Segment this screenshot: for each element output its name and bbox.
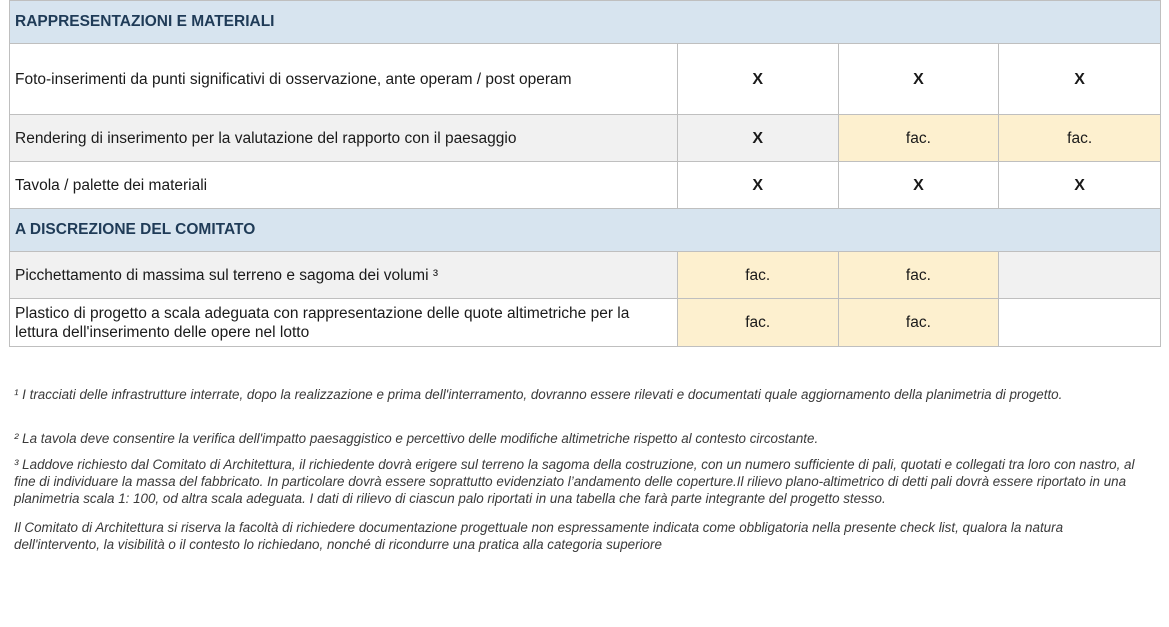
- section-header-comitato: [9, 209, 1161, 252]
- footnote-3: ³ Laddove richiesto dal Comitato di Architettura, il richiedente dovrà erigere sul terreno la sagoma della costruzione, con un numero sufficiente di pali, quotati e collegati tra loro con nastro, al fine di individuare la massa del fabbricato. In particolare dovrà essere soprattutto evidenziato l’andamento delle coperture.Il rilievo plano-altimetrico di detti pali dovrà essere riportato in una planimetria scala 1: 100, od altra scala adeguata. I dati di rilievo di ciascun palo riportati in una tabella che farà parte integrante del progetto stesso.: [14, 457, 1135, 506]
- empty-cell: [999, 299, 1160, 346]
- table-row: [9, 115, 1161, 162]
- table-row: [9, 162, 1161, 209]
- row-label: Picchettamento di massima sul terreno e sagoma dei volumi ³: [10, 252, 678, 298]
- mark-cell: X: [678, 44, 839, 114]
- mark-cell: X: [839, 162, 1000, 208]
- row-label: Foto-inserimenti da punti significativi di osservazione, ante operam / post operam: [10, 44, 678, 114]
- mark-cell: X: [839, 44, 1000, 114]
- optional-cell: fac.: [999, 115, 1160, 161]
- table-row: [9, 299, 1161, 347]
- optional-cell: fac.: [839, 115, 1000, 161]
- optional-cell: fac.: [678, 299, 839, 346]
- section-header-rappresentazioni: [9, 0, 1161, 44]
- row-label: Tavola / palette dei materiali: [10, 162, 678, 208]
- footnotes: [14, 386, 1149, 553]
- footnote-1: ¹ I tracciati delle infrastrutture interrate, dopo la realizzazione e prima dell'interramento, dovranno essere rilevati e documentati quale aggiornamento della planimetria di progetto.: [14, 387, 1063, 402]
- row-label: Rendering di inserimento per la valutazione del rapporto con il paesaggio: [10, 115, 678, 161]
- section-title: RAPPRESENTAZIONI E MATERIALI: [15, 13, 275, 30]
- mark-cell: X: [678, 162, 839, 208]
- optional-cell: fac.: [839, 299, 1000, 346]
- closing-note: Il Comitato di Architettura si riserva la facoltà di richiedere documentazione progettuale non espressamente indicata come obbligatoria nella presente check list, qualora la natura dell'intervento, la visibilità o il contesto lo richiedano, nonché di ricondurre una pratica alla categoria superiore: [14, 520, 1064, 552]
- mark-cell: X: [1074, 70, 1085, 88]
- table-row: [9, 44, 1161, 115]
- mark-cell: X: [678, 115, 839, 161]
- mark-cell: X: [1074, 176, 1085, 194]
- table-row: [9, 252, 1161, 299]
- footnote-2: ² La tavola deve consentire la verifica dell'impatto paesaggistico e percettivo delle modifiche altimetriche rispetto al contesto circostante.: [14, 431, 819, 446]
- optional-cell: fac.: [678, 252, 839, 298]
- section-title: A DISCREZIONE DEL COMITATO: [15, 221, 256, 238]
- optional-cell: fac.: [839, 252, 1000, 298]
- empty-cell: [999, 252, 1160, 298]
- row-label: Plastico di progetto a scala adeguata con rappresentazione delle quote altimetriche per la lettura dell'inserimento delle opere nel lotto: [10, 299, 678, 346]
- checklist-table: [9, 0, 1161, 347]
